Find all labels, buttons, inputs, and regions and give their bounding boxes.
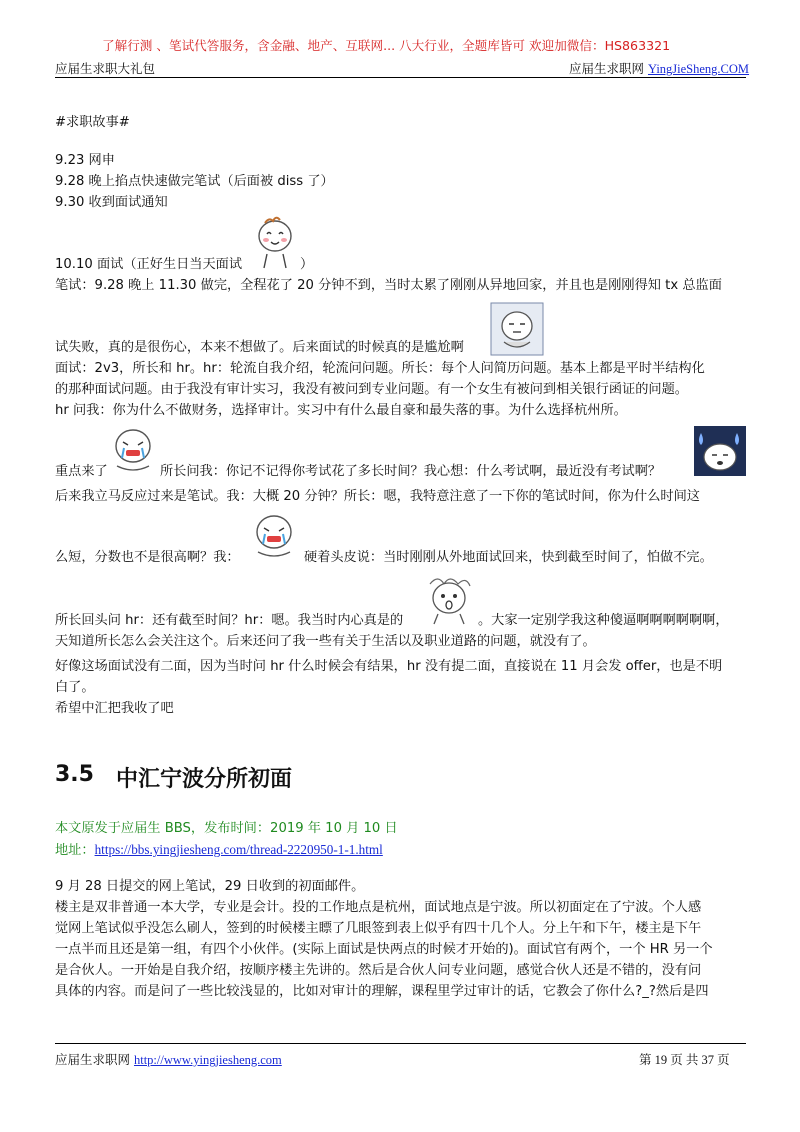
story-line: 天知道所长怎么会关注这个。后来还问了我一些有关于生活以及职业道路的问题，就没有了。	[55, 634, 596, 649]
story-line: 9.23 网申	[55, 153, 115, 168]
story-line: 试失败，真的是很伤心，本来不想做了。后来面试的时候真的是尴尬啊	[55, 340, 464, 355]
story-line: 白了。	[55, 680, 95, 695]
crying-face-icon	[107, 424, 159, 480]
address-label: 地址：	[55, 843, 95, 858]
post-line: 楼主是双非普通一本大学，专业是会计。投的工作地点是杭州，面试地点是宁波。所以初面定在了宁波。个人感	[55, 900, 702, 915]
source-address	[55, 839, 383, 858]
nervous-face-icon	[248, 510, 300, 566]
header-right	[569, 59, 749, 77]
post-line: 一点半而且还是第一组，有四个小伙伴。(实际上面试是快两点的时候才开始的)。面试官有两个，一个 HR 另一个	[55, 942, 713, 957]
post-line: 具体的内容。而是问了一些比较浅显的，比如对审计的理解，课程里学过审计的话，它教会了你什么?_?然后是四	[55, 984, 709, 999]
header-site-name: 应届生求职网	[569, 61, 648, 76]
footer-rule	[55, 1043, 746, 1044]
smiling-face-icon	[250, 214, 300, 272]
footer-left	[55, 1050, 282, 1068]
story-tag: #求职故事#	[55, 115, 130, 130]
embarrassed-face-icon	[490, 302, 544, 356]
story-line: 硬着头皮说：当时刚刚从外地面试回来，快到截至时间了，怕做不完。	[304, 550, 713, 565]
story-line: 所长问我：你记不记得你考试花了多长时间？我心想：什么考试啊，最近没有考试啊？	[160, 464, 662, 479]
page-number: 第 19 页 共 37 页	[639, 1053, 730, 1067]
story-line: 面试：2v3，所长和 hr。hr：轮流自我介绍，轮流问问题。所长：每个人问简历问题。基本上都是平时半结构化	[55, 361, 705, 376]
story-line: 希望中汇把我收了吧	[55, 701, 174, 716]
source-note: 本文原发于应届生 BBS，发布时间：2019 年 10 月 10 日	[55, 821, 398, 836]
address-link[interactable]: https://bbs.yingjiesheng.com/thread-2220950-1-1.html	[94, 842, 383, 857]
header-site-link[interactable]: YingJieSheng.COM	[647, 62, 750, 76]
story-line: hr 问我：你为什么不做财务，选择审计。实习中有什么最自豪和最失落的事。为什么选择杭州所。	[55, 403, 627, 418]
header-left: 应届生求职大礼包	[55, 61, 156, 76]
story-line: 所长回头问 hr：还有截至时间？hr：嗯。我当时内心真是的	[55, 613, 404, 628]
story-line: 重点来了	[55, 464, 108, 479]
story-line: 后来我立马反应过来是笔试。我：大概 20 分钟？所长：嗯，我特意注意了一下你的笔试时间，你为什么时间这	[55, 489, 700, 504]
section-title: 中汇宁波分所初面	[116, 767, 293, 792]
post-line: 觉网上笔试似乎没怎么刷人，签到的时候楼主瞟了几眼签到表上似乎有四十几个人。分上午和下午，楼主是下午	[55, 921, 702, 936]
story-line: 10.10 面试（正好生日当天面试	[55, 257, 243, 272]
story-line: ）	[300, 257, 314, 272]
section-number: 3.5	[55, 762, 94, 787]
shocked-face-icon	[420, 572, 478, 628]
post-line: 是合伙人。一开始是自我介绍，按顺序楼主先讲的。然后是合伙人问专业问题，感觉合伙人还是不错的，没有问	[55, 963, 702, 978]
story-line: 么短，分数也不是很高啊？我：	[55, 550, 240, 565]
story-line: 9.28 晚上掐点快速做完笔试（后面被 diss 了）	[55, 174, 334, 189]
story-line: 笔试：9.28 晚上 11.30 做完，全程花了 20 分钟不到，当时太累了刚刚从异地回家，并且也是刚刚得知 tx 总监面	[55, 278, 722, 293]
footer-site-link[interactable]: http://www.yingjiesheng.com	[133, 1053, 282, 1067]
footer-site-name: 应届生求职网	[55, 1052, 134, 1067]
promo-banner: 了解行测 、笔试代答服务，含金融、地产、互联网... 八大行业，全题库皆可 欢迎加微信：HS863321	[102, 38, 671, 53]
header-rule	[55, 77, 746, 78]
story-line: 的那种面试问题。由于我没有审计实习，我没有被问到专业问题。有一个女生有被问到相关银行函证的问题。	[55, 382, 688, 397]
sweating-face-icon	[693, 425, 747, 477]
post-line: 9 月 28 日提交的网上笔试，29 日收到的初面邮件。	[55, 879, 365, 894]
story-line: 。大家一定别学我这种傻逼啊啊啊啊啊啊，	[478, 613, 729, 628]
story-line: 好像这场面试没有二面，因为当时问 hr 什么时候会有结果，hr 没有提二面，直接说在 11 月会发 offer，也是不明	[55, 659, 723, 674]
story-line: 9.30 收到面试通知	[55, 195, 168, 210]
